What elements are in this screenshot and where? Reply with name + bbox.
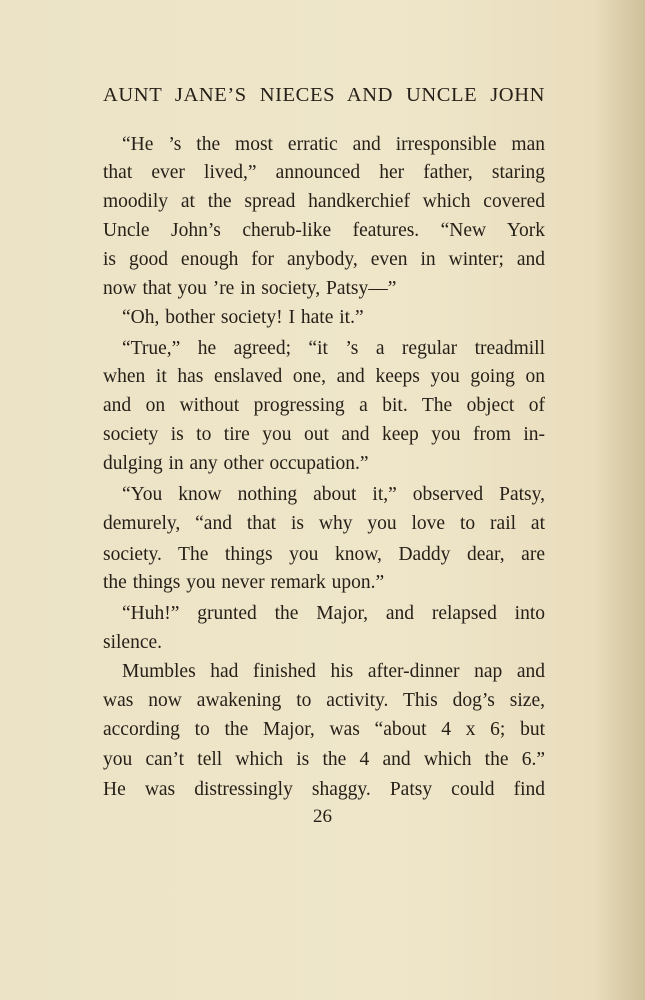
text-line: He was distressingly shaggy. Patsy could find [103,779,545,800]
text-line: and on without progressing a bit. The object of [103,395,545,416]
text-line: the things you never remark upon.” [103,572,385,593]
text-line: when it has enslaved one, and keeps you going on [103,366,545,387]
text-line: society is to tire you out and keep you from in- [103,424,545,445]
text-line: “Oh, bother society! I hate it.” [122,307,364,328]
text-line: you can’t tell which is the 4 and which the 6.” [103,749,545,770]
text-line: is good enough for anybody, even in winter; and [103,249,545,270]
text-line: “You know nothing about it,” observed Patsy, [122,484,545,505]
text-line: “True,” he agreed; “it ’s a regular treadmill [122,338,545,359]
text-line: society. The things you know, Daddy dear, are [103,544,545,565]
page-number: 26 [313,806,332,827]
text-line: silence. [103,632,163,653]
text-line: demurely, “and that is why you love to rail at [103,513,545,534]
text-line: was now awakening to activity. This dog’s size, [103,690,545,711]
text-line: moodily at the spread handkerchief which covered [103,191,545,212]
text-line: Uncle John’s cherub-like features. “New York [103,220,545,241]
text-line: “Huh!” grunted the Major, and relapsed into [122,603,545,624]
text-line: Mumbles had finished his after-dinner nap and [122,661,545,682]
running-header: AUNT JANE’S NIECES AND UNCLE JOHN [103,84,545,106]
text-line: dulging in any other occupation.” [103,453,369,474]
text-line: “He ’s the most erratic and irresponsible man [122,134,545,155]
text-line: that ever lived,” announced her father, staring [103,162,545,183]
text-line: now that you ’re in society, Patsy—” [103,278,397,299]
text-line: according to the Major, was “about 4 x 6; but [103,719,545,740]
